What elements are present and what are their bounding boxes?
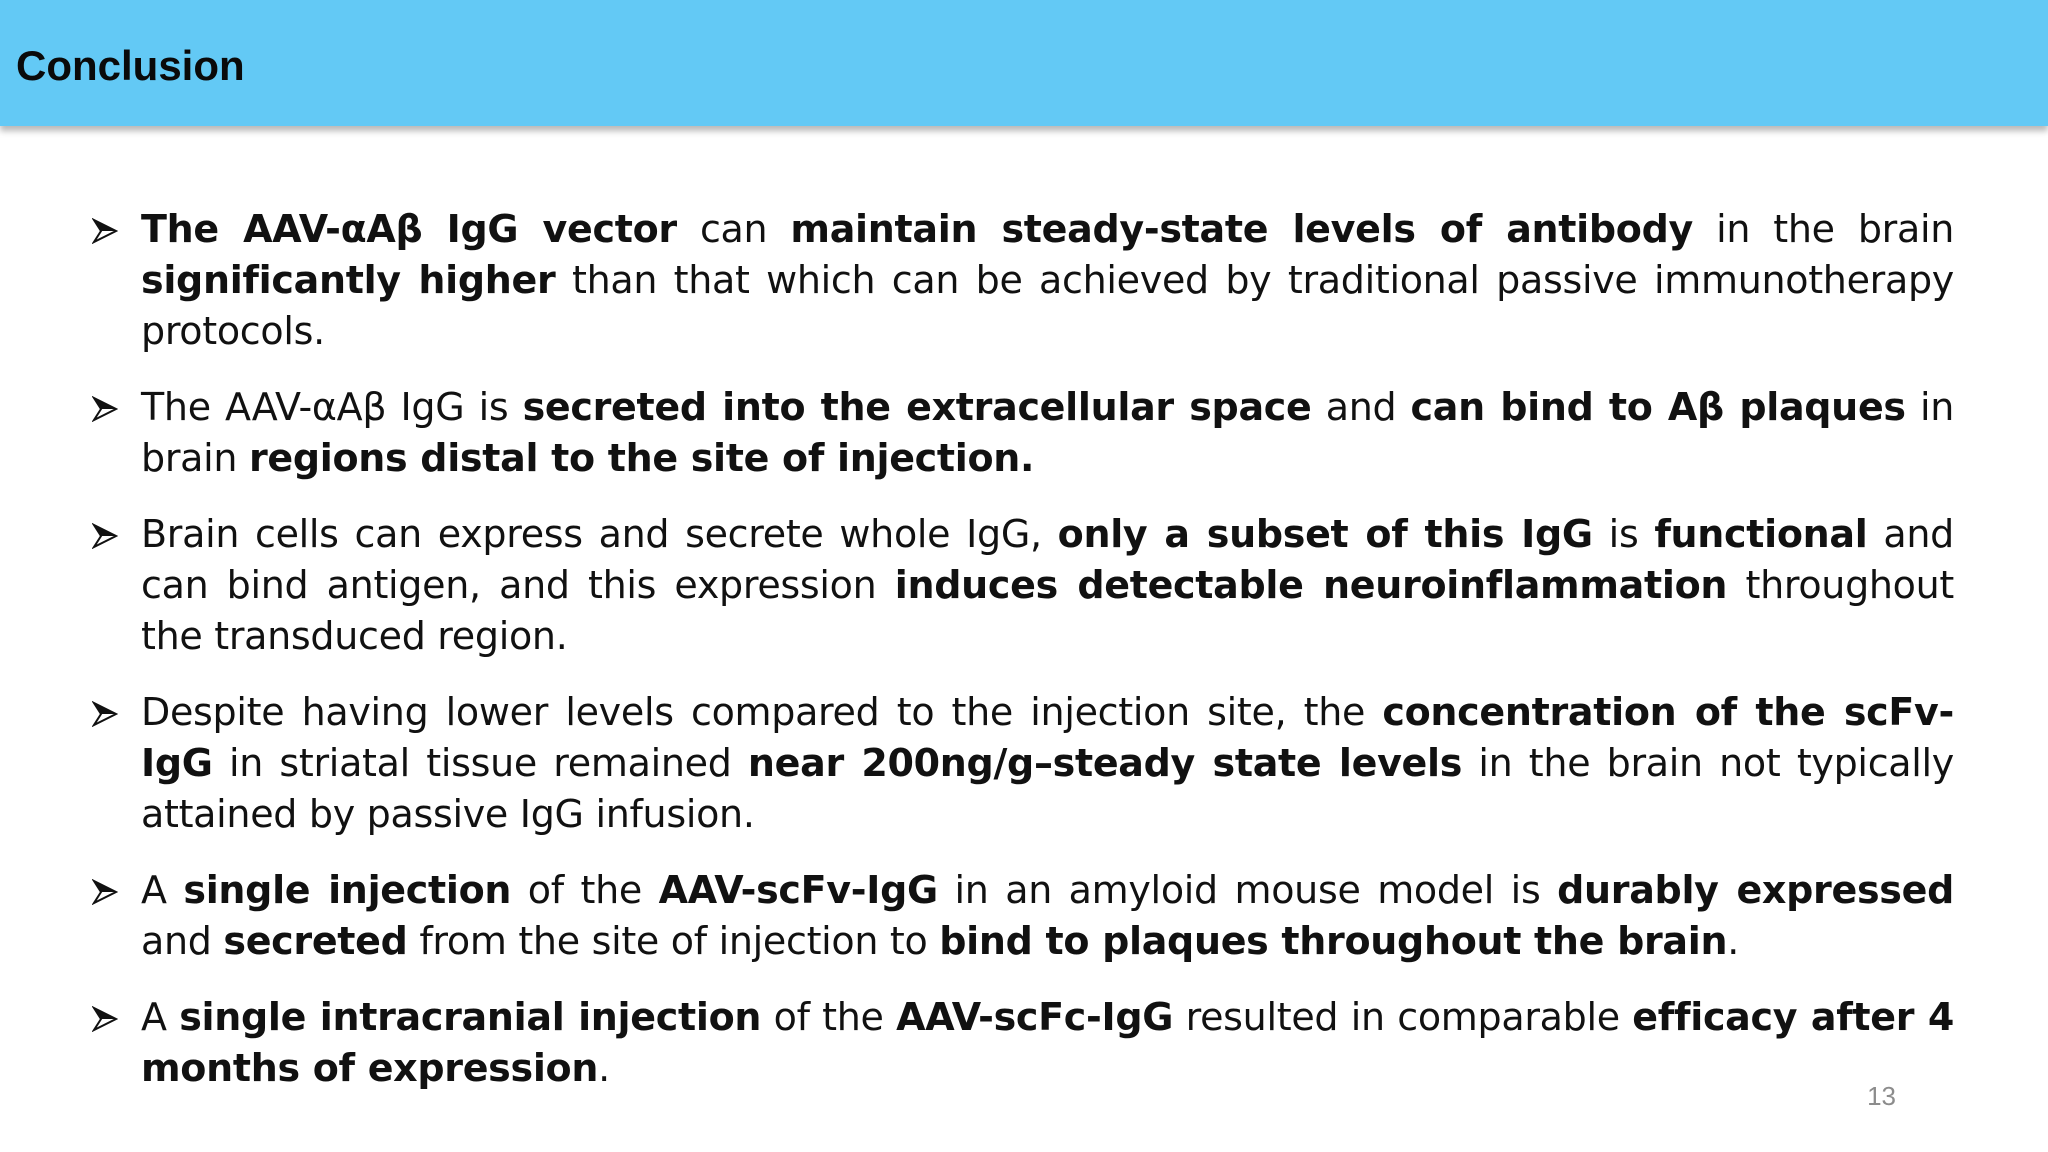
text-segment: A xyxy=(141,868,184,912)
text-segment: is xyxy=(1592,512,1655,556)
bullet-item-1 xyxy=(92,204,1954,357)
bullet-text xyxy=(141,207,1954,353)
bold-segment: functional xyxy=(1654,512,1868,556)
arrowhead-bullet-icon xyxy=(92,701,118,727)
text-segment: in an amyloid mouse model is xyxy=(937,868,1558,912)
text-segment: throughout the transduced region. xyxy=(141,563,1955,658)
page-number: 13 xyxy=(1867,1081,1896,1111)
bold-segment: near 200ng/g–steady state levels xyxy=(747,741,1463,785)
bullet-text xyxy=(141,995,1954,1090)
bold-segment: bind to plaques throughout the brain xyxy=(939,919,1728,963)
bold-segment: single intracranial injection xyxy=(179,995,762,1039)
bold-segment: durably expressed xyxy=(1557,868,1954,912)
text-segment: in brain xyxy=(141,385,1954,480)
text-segment: and can bind antigen, and this expression xyxy=(141,512,1954,607)
text-segment: . xyxy=(1727,919,1740,963)
bold-segment: AAV-scFc-IgG xyxy=(896,995,1174,1039)
text-segment: . xyxy=(598,1046,610,1090)
text-segment: in striatal tissue remained xyxy=(212,741,748,785)
bullet-item-6 xyxy=(92,992,1954,1094)
bullet-text xyxy=(141,512,1954,658)
text-segment: in the brain not typically attained by passive IgG infusion. xyxy=(141,741,1954,836)
bullet-item-2 xyxy=(92,382,1954,484)
bold-segment: significantly higher xyxy=(141,258,556,302)
arrowhead-bullet-icon xyxy=(92,879,118,905)
bold-segment: secreted into the extracellular space xyxy=(522,385,1312,429)
bullet-item-5 xyxy=(92,865,1954,967)
text-segment: of the xyxy=(761,995,897,1039)
bullet-text xyxy=(141,690,1954,836)
text-segment: in the brain xyxy=(1692,207,1955,251)
bold-segment: efficacy after 4 months of expression xyxy=(141,995,1954,1090)
bold-segment: regions distal to the site of injection. xyxy=(248,436,1035,480)
bullet-item-3 xyxy=(92,509,1954,662)
bold-segment: concentration of the scFv-IgG xyxy=(141,690,1954,785)
bold-segment: maintain steady-state levels of antibody xyxy=(790,207,1693,251)
arrowhead-bullet-icon xyxy=(92,1006,118,1032)
arrowhead-bullet-icon xyxy=(92,218,118,244)
text-segment: The AAV-αAβ IgG is xyxy=(141,385,523,429)
bullet-list xyxy=(92,204,1954,1119)
bold-segment: secreted xyxy=(223,919,408,963)
bold-segment: The AAV-αAβ IgG vector xyxy=(141,207,677,251)
arrowhead-bullet-icon xyxy=(92,523,118,549)
text-segment: and xyxy=(141,919,224,963)
bold-segment: AAV-scFv-IgG xyxy=(658,868,938,912)
bullet-text xyxy=(141,868,1954,963)
text-segment: Brain cells can express and secrete whole IgG, xyxy=(141,512,1058,556)
text-segment: can xyxy=(676,207,791,251)
bullet-text xyxy=(141,385,1954,480)
text-segment: Despite having lower levels compared to the injection site, the xyxy=(141,690,1383,734)
text-segment: and xyxy=(1311,385,1411,429)
bullet-item-4 xyxy=(92,687,1954,840)
bold-segment: can bind to Aβ plaques xyxy=(1410,385,1906,429)
slide-title: Conclusion xyxy=(16,42,245,89)
header-bar xyxy=(0,0,2048,126)
arrowhead-bullet-icon xyxy=(92,396,118,422)
bold-segment: induces detectable neuroinflammation xyxy=(894,563,1728,607)
bold-segment: only a subset of this IgG xyxy=(1057,512,1593,556)
text-segment: than that which can be achieved by traditional passive immunotherapy protocols. xyxy=(141,258,1954,353)
text-segment: from the site of injection to xyxy=(407,919,940,963)
text-segment: of the xyxy=(511,868,659,912)
text-segment: A xyxy=(141,995,180,1039)
bold-segment: single injection xyxy=(183,868,512,912)
text-segment: resulted in comparable xyxy=(1173,995,1633,1039)
